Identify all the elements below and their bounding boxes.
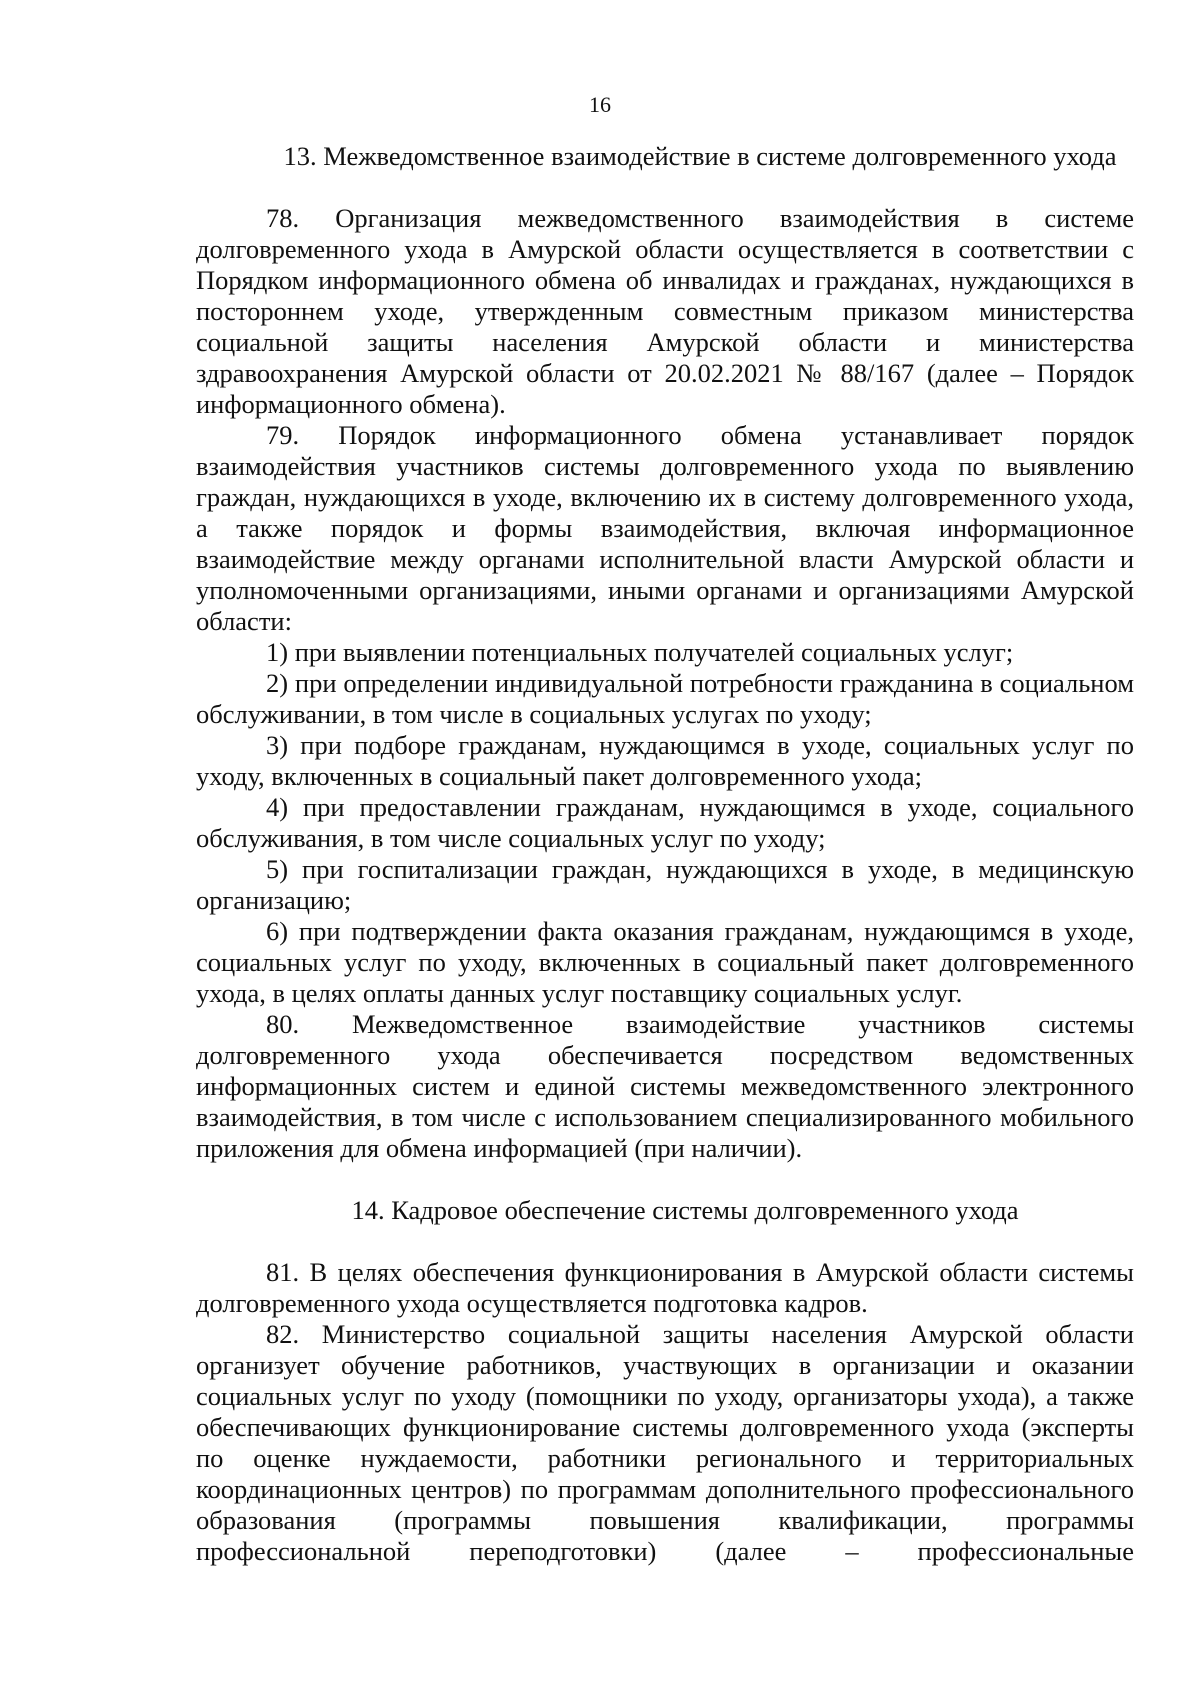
paragraph-78: 78. Организация межведомственного взаимодействия в системе долговременного ухода в Амурской области осуществляется в соответствии с Порядком информационного обмена об инвалидах и гражданах, нуждающихся в постороннем уходе, утвержденным совместным приказом министерства социальной защиты населения Амурской области и министерства здравоохранения Амурской области от 20.02.2021 № 88/167 (далее – Порядок информационного обмена). bbox=[196, 203, 1134, 419]
list-item-5: 5) при госпитализации граждан, нуждающихся в уходе, в медицинскую организацию; bbox=[196, 854, 1134, 915]
paragraph-82: 82. Министерство социальной защиты населения Амурской области организует обучение работников, участвующих в организации и оказании социальных услуг по уходу (помощники по уходу, организаторы ухода), а также обеспечивающих функционирование системы долговременного ухода (эксперты по оценке нуждаемости, работники регионального и территориальных координационных центров) по программам дополнительного профессионального образования (программы повышения квалификации, программы профессиональной переподготовки) (далее – профессиональные bbox=[196, 1319, 1134, 1566]
section-13-heading: 13. Межведомственное взаимодействие в системе долговременного ухода bbox=[283, 141, 1117, 171]
list-item-4: 4) при предоставлении гражданам, нуждающимся в уходе, социального обслуживания, в том числе социальных услуг по уходу; bbox=[196, 792, 1134, 853]
list-item-1: 1) при выявлении потенциальных получателей социальных услуг; bbox=[266, 637, 1014, 667]
paragraph-81: 81. В целях обеспечения функционирования в Амурской области системы долговременного ухода осуществляется подготовка кадров. bbox=[196, 1257, 1134, 1318]
list-item-2: 2) при определении индивидуальной потребности гражданина в социальном обслуживании, в том числе в социальных услугах по уходу; bbox=[196, 668, 1134, 729]
section-14-heading: 14. Кадровое обеспечение системы долговременного ухода bbox=[351, 1195, 1019, 1225]
list-item-6: 6) при подтверждении факта оказания гражданам, нуждающимся в уходе, социальных услуг по уходу, включенных в социальный пакет долговременного ухода, в целях оплаты данных услуг поставщику социальных услуг. bbox=[196, 916, 1134, 1008]
page-number: 16 bbox=[589, 92, 611, 117]
paragraph-80: 80. Межведомственное взаимодействие участников системы долговременного ухода обеспечивается посредством ведомственных информационных систем и единой системы межведомственного электронного взаимодействия, в том числе с использованием специализированного мобильного приложения для обмена информацией (при наличии). bbox=[196, 1009, 1134, 1163]
paragraph-79: 79. Порядок информационного обмена устанавливает порядок взаимодействия участников системы долговременного ухода по выявлению граждан, нуждающихся в уходе, включению их в систему долговременного ухода, а также порядок и формы взаимодействия, включая информационное взаимодействие между органами исполнительной власти Амурской области и уполномоченными организациями, иными органами и организациями Амурской области: bbox=[196, 420, 1134, 636]
list-item-3: 3) при подборе гражданам, нуждающимся в уходе, социальных услуг по уходу, включенных в социальный пакет долговременного ухода; bbox=[196, 730, 1134, 791]
document-body bbox=[196, 141, 1134, 1567]
